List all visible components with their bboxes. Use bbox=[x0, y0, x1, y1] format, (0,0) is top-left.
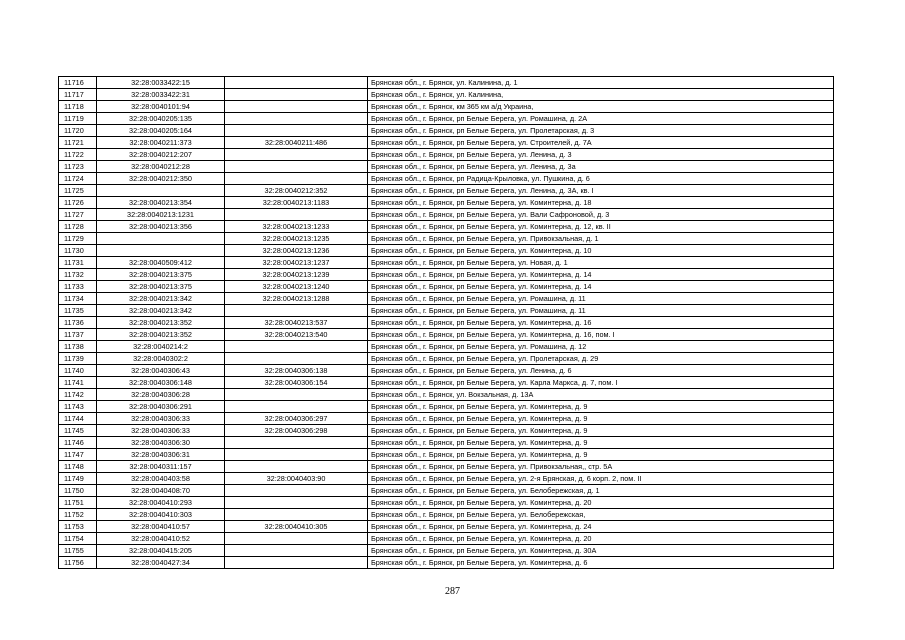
table-row bbox=[59, 173, 834, 185]
address-cell: Брянская обл., г. Брянск, рп Белые Берега, ул. Ромашина, д. 11 bbox=[368, 293, 834, 305]
row-number-cell: 11716 bbox=[59, 77, 97, 89]
row-number-cell: 11725 bbox=[59, 185, 97, 197]
linked-cadastral-number-cell: 32:28:0040213:1183 bbox=[225, 197, 368, 209]
table-row bbox=[59, 365, 834, 377]
cadastral-number-cell: 32:28:0040214:2 bbox=[97, 341, 225, 353]
address-cell: Брянская обл., г. Брянск, рп Белые Берега, ул. Новая, д. 1 bbox=[368, 257, 834, 269]
cadastral-number-cell: 32:28:0040408:70 bbox=[97, 485, 225, 497]
address-cell: Брянская обл., г. Брянск, рп Белые Берега, ул. Коминтерна, д. 12, кв. II bbox=[368, 221, 834, 233]
linked-cadastral-number-cell bbox=[225, 557, 368, 569]
address-cell: Брянская обл., г. Брянск, рп Белые Берега, ул. Коминтерна, д. 18 bbox=[368, 197, 834, 209]
address-cell: Брянская обл., г. Брянск, рп Белые Берега, ул. Коминтерна, д. 20 bbox=[368, 497, 834, 509]
table-row bbox=[59, 389, 834, 401]
table-row bbox=[59, 461, 834, 473]
row-number-cell: 11756 bbox=[59, 557, 97, 569]
table-row bbox=[59, 233, 834, 245]
row-number-cell: 11748 bbox=[59, 461, 97, 473]
table-row bbox=[59, 245, 834, 257]
table-row bbox=[59, 329, 834, 341]
table-row bbox=[59, 185, 834, 197]
address-cell: Брянская обл., г. Брянск, рп Белые Берега, ул. Коминтерна, д. 16, пом. I bbox=[368, 329, 834, 341]
address-cell: Брянская обл., г. Брянск, ул. Вокзальная, д. 13А bbox=[368, 389, 834, 401]
table-row bbox=[59, 509, 834, 521]
table-row bbox=[59, 209, 834, 221]
address-cell: Брянская обл., г. Брянск, рп Белые Берега, ул. Ромашина, д. 11 bbox=[368, 305, 834, 317]
table-row bbox=[59, 77, 834, 89]
row-number-cell: 11731 bbox=[59, 257, 97, 269]
row-number-cell: 11736 bbox=[59, 317, 97, 329]
linked-cadastral-number-cell bbox=[225, 305, 368, 317]
cadastral-number-cell: 32:28:0040410:57 bbox=[97, 521, 225, 533]
table-row bbox=[59, 473, 834, 485]
address-cell: Брянская обл., г. Брянск, ул. Калинина, д. 1 bbox=[368, 77, 834, 89]
linked-cadastral-number-cell bbox=[225, 401, 368, 413]
cadastral-number-cell: 32:28:0040213:1231 bbox=[97, 209, 225, 221]
linked-cadastral-number-cell: 32:28:0040213:537 bbox=[225, 317, 368, 329]
registry-table bbox=[58, 76, 834, 569]
table-row bbox=[59, 281, 834, 293]
cadastral-number-cell: 32:28:0040213:342 bbox=[97, 293, 225, 305]
cadastral-number-cell: 32:28:0040306:28 bbox=[97, 389, 225, 401]
address-cell: Брянская обл., г. Брянск, рп Белые Берега, ул. Коминтерна, д. 9 bbox=[368, 413, 834, 425]
cadastral-number-cell: 32:28:0040410:303 bbox=[97, 509, 225, 521]
table-row bbox=[59, 257, 834, 269]
cadastral-number-cell: 32:28:0040213:352 bbox=[97, 317, 225, 329]
table-row bbox=[59, 137, 834, 149]
row-number-cell: 11727 bbox=[59, 209, 97, 221]
registry-body bbox=[59, 77, 834, 569]
linked-cadastral-number-cell: 32:28:0040306:138 bbox=[225, 365, 368, 377]
row-number-cell: 11750 bbox=[59, 485, 97, 497]
table-row bbox=[59, 557, 834, 569]
linked-cadastral-number-cell: 32:28:0040306:298 bbox=[225, 425, 368, 437]
address-cell: Брянская обл., г. Брянск, рп Белые Берега, ул. Ромашина, д. 12 bbox=[368, 341, 834, 353]
linked-cadastral-number-cell: 32:28:0040213:1236 bbox=[225, 245, 368, 257]
linked-cadastral-number-cell: 32:28:0040213:1235 bbox=[225, 233, 368, 245]
table-row bbox=[59, 293, 834, 305]
table-row bbox=[59, 101, 834, 113]
cadastral-number-cell: 32:28:0040212:207 bbox=[97, 149, 225, 161]
cadastral-number-cell: 32:28:0040205:164 bbox=[97, 125, 225, 137]
linked-cadastral-number-cell: 32:28:0040211:486 bbox=[225, 137, 368, 149]
row-number-cell: 11732 bbox=[59, 269, 97, 281]
cadastral-number-cell: 32:28:0040415:205 bbox=[97, 545, 225, 557]
linked-cadastral-number-cell: 32:28:0040403:90 bbox=[225, 473, 368, 485]
row-number-cell: 11722 bbox=[59, 149, 97, 161]
cadastral-number-cell: 32:28:0040306:33 bbox=[97, 425, 225, 437]
linked-cadastral-number-cell: 32:28:0040213:1237 bbox=[225, 257, 368, 269]
cadastral-number-cell: 32:28:0040213:375 bbox=[97, 269, 225, 281]
cadastral-number-cell: 32:28:0040211:373 bbox=[97, 137, 225, 149]
row-number-cell: 11739 bbox=[59, 353, 97, 365]
address-cell: Брянская обл., г. Брянск, рп Белые Берега, ул. Коминтерна, д. 9 bbox=[368, 437, 834, 449]
row-number-cell: 11717 bbox=[59, 89, 97, 101]
address-cell: Брянская обл., г. Брянск, рп Белые Берега, ул. Коминтерна, д. 30А bbox=[368, 545, 834, 557]
cadastral-number-cell: 32:28:0040306:33 bbox=[97, 413, 225, 425]
cadastral-number-cell: 32:28:0040306:291 bbox=[97, 401, 225, 413]
row-number-cell: 11749 bbox=[59, 473, 97, 485]
table-row bbox=[59, 317, 834, 329]
linked-cadastral-number-cell: 32:28:0040213:540 bbox=[225, 329, 368, 341]
linked-cadastral-number-cell bbox=[225, 437, 368, 449]
table-row bbox=[59, 125, 834, 137]
row-number-cell: 11721 bbox=[59, 137, 97, 149]
table-row bbox=[59, 485, 834, 497]
table-row bbox=[59, 353, 834, 365]
table-row bbox=[59, 401, 834, 413]
address-cell: Брянская обл., г. Брянск, рп Белые Берега, ул. Коминтерна, д. 9 bbox=[368, 425, 834, 437]
address-cell: Брянская обл., г. Брянск, рп Белые Берега, ул. Привокзальная, д. 1 bbox=[368, 233, 834, 245]
row-number-cell: 11740 bbox=[59, 365, 97, 377]
address-cell: Брянская обл., г. Брянск, рп Белые Берега, ул. Коминтерна, д. 16 bbox=[368, 317, 834, 329]
table-row bbox=[59, 269, 834, 281]
linked-cadastral-number-cell: 32:28:0040410:305 bbox=[225, 521, 368, 533]
address-cell: Брянская обл., г. Брянск, рп Белые Берега, ул. Пролетарская, д. 29 bbox=[368, 353, 834, 365]
table-row bbox=[59, 149, 834, 161]
row-number-cell: 11747 bbox=[59, 449, 97, 461]
linked-cadastral-number-cell bbox=[225, 449, 368, 461]
address-cell: Брянская обл., г. Брянск, рп Белые Берега, ул. Коминтерна, д. 9 bbox=[368, 401, 834, 413]
linked-cadastral-number-cell bbox=[225, 149, 368, 161]
linked-cadastral-number-cell bbox=[225, 113, 368, 125]
address-cell: Брянская обл., г. Брянск, рп Белые Берега, ул. Белобережская, bbox=[368, 509, 834, 521]
cadastral-number-cell: 32:28:0040212:28 bbox=[97, 161, 225, 173]
row-number-cell: 11728 bbox=[59, 221, 97, 233]
linked-cadastral-number-cell bbox=[225, 77, 368, 89]
address-cell: Брянская обл., г. Брянск, рп Белые Берега, ул. Коминтерна, д. 10 bbox=[368, 245, 834, 257]
table-row bbox=[59, 89, 834, 101]
table-row bbox=[59, 497, 834, 509]
cadastral-number-cell: 32:28:0040101:94 bbox=[97, 101, 225, 113]
address-cell: Брянская обл., г. Брянск, рп Белые Берега, ул. Коминтерна, д. 6 bbox=[368, 557, 834, 569]
cadastral-number-cell: 32:28:0040213:352 bbox=[97, 329, 225, 341]
row-number-cell: 11733 bbox=[59, 281, 97, 293]
row-number-cell: 11723 bbox=[59, 161, 97, 173]
row-number-cell: 11741 bbox=[59, 377, 97, 389]
cadastral-number-cell: 32:28:0040205:135 bbox=[97, 113, 225, 125]
row-number-cell: 11729 bbox=[59, 233, 97, 245]
table-row bbox=[59, 425, 834, 437]
address-cell: Брянская обл., г. Брянск, рп Белые Берега, ул. Коминтерна, д. 24 bbox=[368, 521, 834, 533]
row-number-cell: 11752 bbox=[59, 509, 97, 521]
table-row bbox=[59, 533, 834, 545]
linked-cadastral-number-cell bbox=[225, 209, 368, 221]
row-number-cell: 11719 bbox=[59, 113, 97, 125]
address-cell: Брянская обл., г. Брянск, ул. Калинина, bbox=[368, 89, 834, 101]
cadastral-number-cell bbox=[97, 245, 225, 257]
row-number-cell: 11730 bbox=[59, 245, 97, 257]
address-cell: Брянская обл., г. Брянск, км 365 км а/д Украина, bbox=[368, 101, 834, 113]
linked-cadastral-number-cell: 32:28:0040213:1239 bbox=[225, 269, 368, 281]
cadastral-number-cell: 32:28:0040302:2 bbox=[97, 353, 225, 365]
linked-cadastral-number-cell bbox=[225, 341, 368, 353]
linked-cadastral-number-cell bbox=[225, 161, 368, 173]
cadastral-number-cell: 32:28:0040213:356 bbox=[97, 221, 225, 233]
address-cell: Брянская обл., г. Брянск, рп Радица-Крыловка, ул. Пушкина, д. 6 bbox=[368, 173, 834, 185]
cadastral-number-cell: 32:28:0040213:354 bbox=[97, 197, 225, 209]
address-cell: Брянская обл., г. Брянск, рп Белые Берега, ул. Строителей, д. 7А bbox=[368, 137, 834, 149]
linked-cadastral-number-cell: 32:28:0040306:297 bbox=[225, 413, 368, 425]
address-cell: Брянская обл., г. Брянск, рп Белые Берега, ул. Ленина, д. 3 bbox=[368, 149, 834, 161]
table-row bbox=[59, 545, 834, 557]
address-cell: Брянская обл., г. Брянск, рп Белые Берега, ул. Ленина, д. 6 bbox=[368, 365, 834, 377]
address-cell: Брянская обл., г. Брянск, рп Белые Берега, ул. Пролетарская, д. 3 bbox=[368, 125, 834, 137]
cadastral-number-cell: 32:28:0040509:412 bbox=[97, 257, 225, 269]
address-cell: Брянская обл., г. Брянск, рп Белые Берега, ул. Ленина, д. 3А, кв. I bbox=[368, 185, 834, 197]
table-row bbox=[59, 377, 834, 389]
address-cell: Брянская обл., г. Брянск, рп Белые Берега, ул. Привокзальная,, стр. 5А bbox=[368, 461, 834, 473]
row-number-cell: 11720 bbox=[59, 125, 97, 137]
table-row bbox=[59, 197, 834, 209]
row-number-cell: 11742 bbox=[59, 389, 97, 401]
row-number-cell: 11718 bbox=[59, 101, 97, 113]
cadastral-number-cell bbox=[97, 185, 225, 197]
cadastral-number-cell: 32:28:0040213:342 bbox=[97, 305, 225, 317]
row-number-cell: 11735 bbox=[59, 305, 97, 317]
row-number-cell: 11738 bbox=[59, 341, 97, 353]
address-cell: Брянская обл., г. Брянск, рп Белые Берега, ул. Коминтерна, д. 14 bbox=[368, 281, 834, 293]
cadastral-number-cell: 32:28:0040213:375 bbox=[97, 281, 225, 293]
cadastral-number-cell: 32:28:0033422:15 bbox=[97, 77, 225, 89]
linked-cadastral-number-cell bbox=[225, 497, 368, 509]
linked-cadastral-number-cell bbox=[225, 389, 368, 401]
address-cell: Брянская обл., г. Брянск, рп Белые Берега, ул. Карла Маркса, д. 7, пом. I bbox=[368, 377, 834, 389]
linked-cadastral-number-cell bbox=[225, 353, 368, 365]
address-cell: Брянская обл., г. Брянск, рп Белые Берега, ул. Коминтерна, д. 14 bbox=[368, 269, 834, 281]
cadastral-number-cell: 32:28:0040427:34 bbox=[97, 557, 225, 569]
linked-cadastral-number-cell: 32:28:0040213:1240 bbox=[225, 281, 368, 293]
row-number-cell: 11734 bbox=[59, 293, 97, 305]
table-row bbox=[59, 113, 834, 125]
row-number-cell: 11724 bbox=[59, 173, 97, 185]
linked-cadastral-number-cell bbox=[225, 533, 368, 545]
row-number-cell: 11746 bbox=[59, 437, 97, 449]
row-number-cell: 11743 bbox=[59, 401, 97, 413]
linked-cadastral-number-cell: 32:28:0040213:1233 bbox=[225, 221, 368, 233]
row-number-cell: 11737 bbox=[59, 329, 97, 341]
linked-cadastral-number-cell bbox=[225, 173, 368, 185]
cadastral-number-cell: 32:28:0040306:148 bbox=[97, 377, 225, 389]
page-number: 287 bbox=[445, 586, 460, 597]
linked-cadastral-number-cell bbox=[225, 509, 368, 521]
table-row bbox=[59, 305, 834, 317]
linked-cadastral-number-cell: 32:28:0040213:1288 bbox=[225, 293, 368, 305]
cadastral-number-cell: 32:28:0040311:157 bbox=[97, 461, 225, 473]
cadastral-number-cell: 32:28:0040212:350 bbox=[97, 173, 225, 185]
cadastral-number-cell: 32:28:0033422:31 bbox=[97, 89, 225, 101]
linked-cadastral-number-cell bbox=[225, 101, 368, 113]
linked-cadastral-number-cell bbox=[225, 545, 368, 557]
address-cell: Брянская обл., г. Брянск, рп Белые Берега, ул. Вали Сафроновой, д. 3 bbox=[368, 209, 834, 221]
linked-cadastral-number-cell bbox=[225, 485, 368, 497]
table-row bbox=[59, 413, 834, 425]
address-cell: Брянская обл., г. Брянск, рп Белые Берега, ул. Белобережская, д. 1 bbox=[368, 485, 834, 497]
linked-cadastral-number-cell: 32:28:0040306:154 bbox=[225, 377, 368, 389]
row-number-cell: 11751 bbox=[59, 497, 97, 509]
address-cell: Брянская обл., г. Брянск, рп Белые Берега, ул. 2-я Брянская, д. 6 корп. 2, пом. II bbox=[368, 473, 834, 485]
row-number-cell: 11744 bbox=[59, 413, 97, 425]
address-cell: Брянская обл., г. Брянск, рп Белые Берега, ул. Ленина, д. 3а bbox=[368, 161, 834, 173]
linked-cadastral-number-cell bbox=[225, 125, 368, 137]
cadastral-number-cell: 32:28:0040403:58 bbox=[97, 473, 225, 485]
table-row bbox=[59, 341, 834, 353]
cadastral-number-cell: 32:28:0040410:293 bbox=[97, 497, 225, 509]
address-cell: Брянская обл., г. Брянск, рп Белые Берега, ул. Коминтерна, д. 20 bbox=[368, 533, 834, 545]
table-row bbox=[59, 437, 834, 449]
linked-cadastral-number-cell: 32:28:0040212:352 bbox=[225, 185, 368, 197]
address-cell: Брянская обл., г. Брянск, рп Белые Берега, ул. Ромашина, д. 2А bbox=[368, 113, 834, 125]
cadastral-number-cell: 32:28:0040306:30 bbox=[97, 437, 225, 449]
cadastral-number-cell bbox=[97, 233, 225, 245]
table-row bbox=[59, 221, 834, 233]
row-number-cell: 11755 bbox=[59, 545, 97, 557]
cadastral-number-cell: 32:28:0040410:52 bbox=[97, 533, 225, 545]
linked-cadastral-number-cell bbox=[225, 461, 368, 473]
address-cell: Брянская обл., г. Брянск, рп Белые Берега, ул. Коминтерна, д. 9 bbox=[368, 449, 834, 461]
table-row bbox=[59, 449, 834, 461]
row-number-cell: 11726 bbox=[59, 197, 97, 209]
table-row bbox=[59, 161, 834, 173]
cadastral-number-cell: 32:28:0040306:31 bbox=[97, 449, 225, 461]
cadastral-number-cell: 32:28:0040306:43 bbox=[97, 365, 225, 377]
row-number-cell: 11754 bbox=[59, 533, 97, 545]
row-number-cell: 11745 bbox=[59, 425, 97, 437]
table-row bbox=[59, 521, 834, 533]
row-number-cell: 11753 bbox=[59, 521, 97, 533]
linked-cadastral-number-cell bbox=[225, 89, 368, 101]
